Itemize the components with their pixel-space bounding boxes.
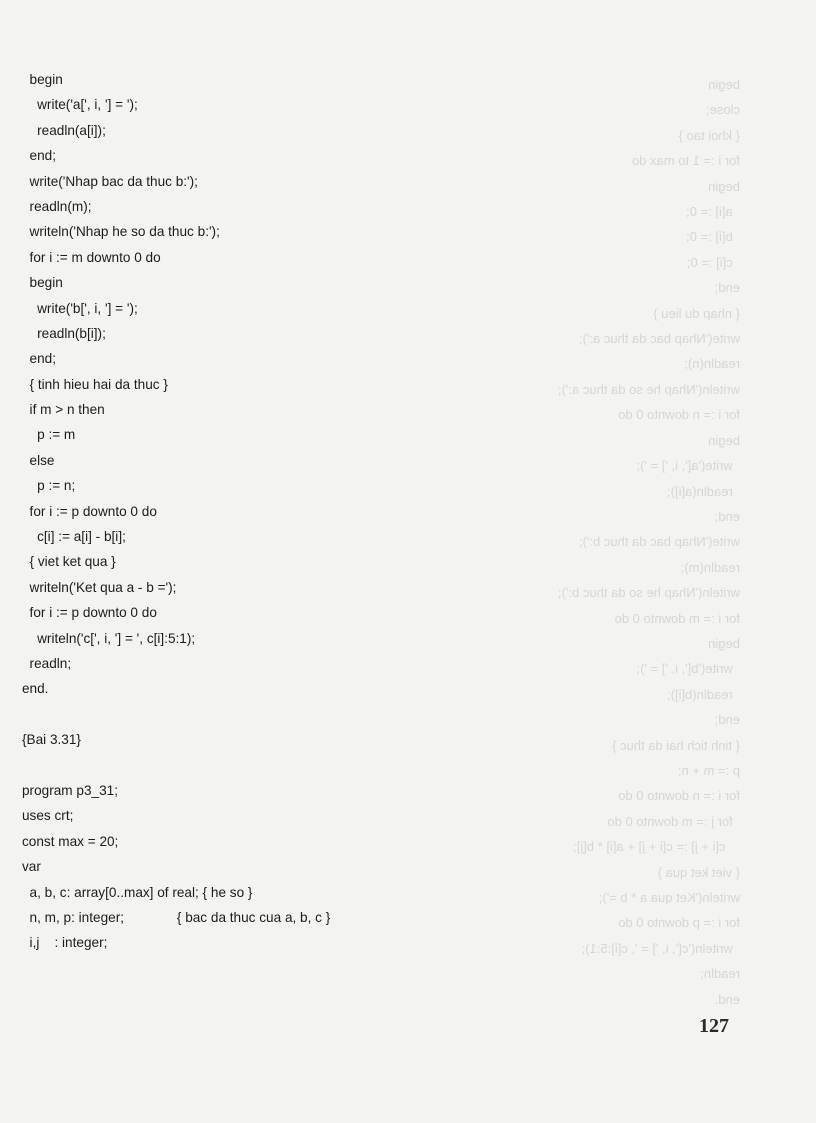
code-line: readln(m); xyxy=(22,198,92,214)
pascal-code-listing xyxy=(22,67,522,956)
code-line: readln; xyxy=(22,655,72,671)
code-line: readln(b[i]); xyxy=(22,325,106,341)
code-line: const max = 20; xyxy=(22,833,119,849)
code-line: end; xyxy=(22,351,57,367)
code-line: for i := p downto 0 do xyxy=(22,605,157,621)
code-line: write('a[', i, '] = '); xyxy=(22,97,138,113)
code-line: uses crt; xyxy=(22,808,74,824)
code-line: c[i] := a[i] - b[i]; xyxy=(22,529,126,545)
code-line: begin xyxy=(22,72,63,87)
code-line: p := m xyxy=(22,427,76,443)
code-line: end. xyxy=(22,681,49,697)
page-number: 127 xyxy=(699,1015,729,1037)
code-line: write('b[', i, '] = '); xyxy=(22,300,138,316)
code-line: if m > n then xyxy=(22,402,105,418)
code-line: a, b, c: array[0..max] of real; { he so } xyxy=(22,884,253,900)
code-line: program p3_31; xyxy=(22,782,118,798)
code-line: else xyxy=(22,452,55,468)
code-line: { viet ket qua } xyxy=(22,554,116,570)
code-line: p := n; xyxy=(22,478,76,494)
code-line xyxy=(22,753,522,778)
code-line: { tinh hieu hai da thuc } xyxy=(22,376,168,392)
code-line: i,j : integer; xyxy=(22,935,108,951)
code-line: readln(a[i]); xyxy=(22,122,106,138)
code-line: for i := m downto 0 do xyxy=(22,249,161,265)
code-line: writeln('c[', i, '] = ', c[i]:5:1); xyxy=(22,630,196,646)
code-line: writeln('Nhap he so da thuc b:'); xyxy=(22,224,220,240)
code-line: write('Nhap bac da thuc b:'); xyxy=(22,173,198,189)
code-line: {Bai 3.31} xyxy=(22,732,81,748)
code-line: end; xyxy=(22,148,57,164)
code-line: for i := p downto 0 do xyxy=(22,503,157,519)
code-line: var xyxy=(22,859,41,875)
bleed-through-text: begin close; { khoi tao } for i := 1 to max do begin a[i] := 0; b[i] := 0; c[i] := 0; end; { nhap du lieu } write('Nhap bac da thuc a:'); readln(n); writeln('Nhap he so da thuc a:'); for i := n downto 0 do begin write('a[', i, '] = '); readln(a[i]); end; write('Nhap bac da thuc b:'); readln(m); writeln('Nhap he so da thuc b:'); for i := m downto 0 do begin write('b[', i, '] = '); readln(b[i]); end; { tinh tich hai da thuc } p := m + n; for i := n downto 0 do for j := m downto 0 do c[i + j] := c[i + j] + a[i] * b[j]; { viet ket qua } writeln('Ket qua a * b ='); for i := p downto 0 do writeln('c[', i, '] = ', c[i]:5:1); readln; end. xyxy=(558,77,740,1007)
code-line xyxy=(22,702,522,727)
code-line: begin xyxy=(22,275,63,291)
code-line: writeln('Ket qua a - b ='); xyxy=(22,579,177,595)
code-line: n, m, p: integer; { bac da thuc cua a, b, c } xyxy=(22,909,331,925)
